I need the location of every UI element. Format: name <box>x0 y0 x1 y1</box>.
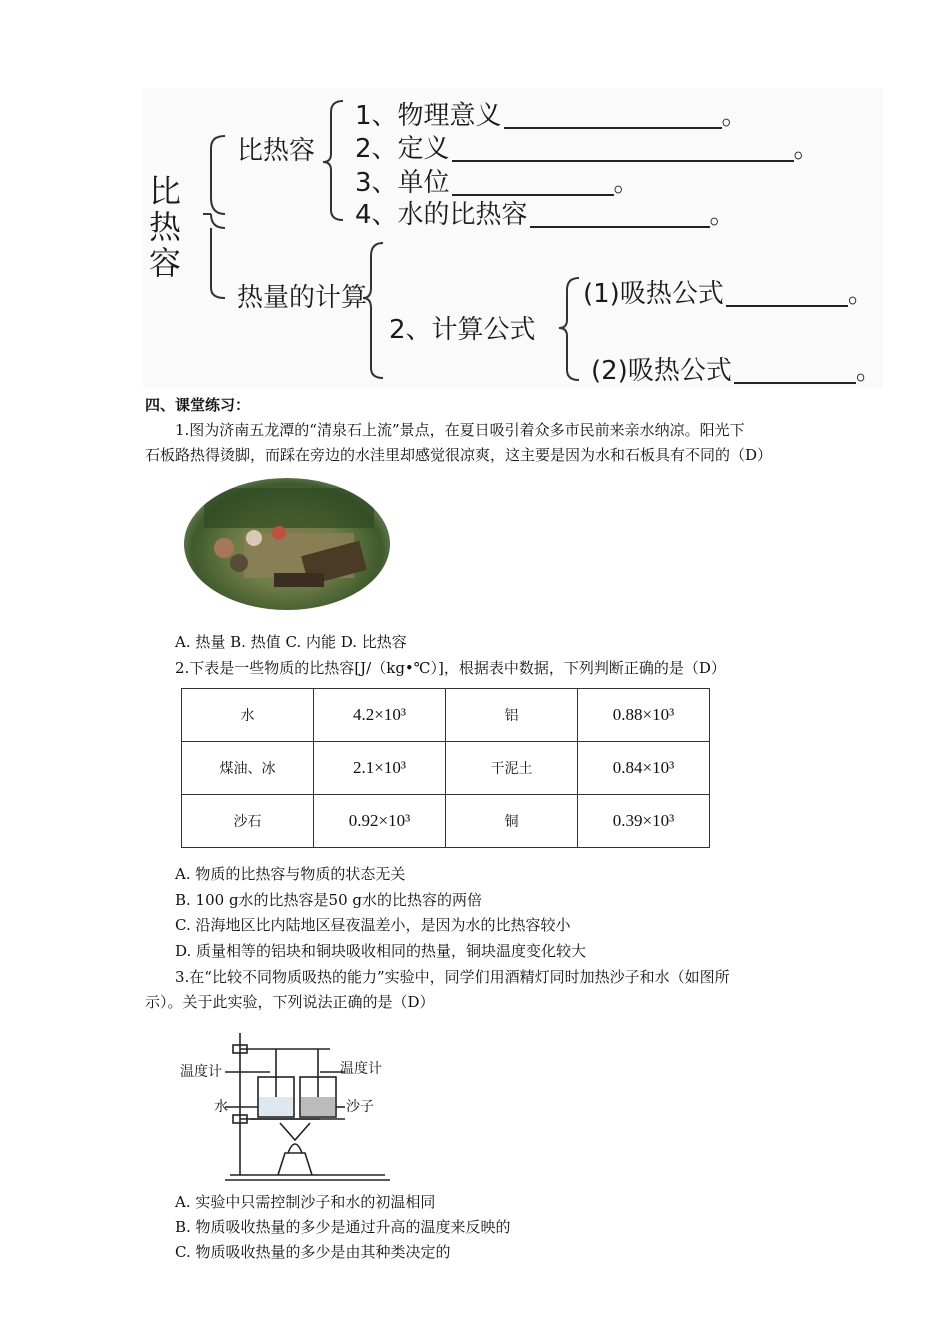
q3-stem-line1: 3.在“比较不同物质吸热的能力”实验中，同学们用酒精灯同时加热沙子和水（如图所 <box>175 968 730 986</box>
apparatus-drawing <box>170 1025 420 1185</box>
mindmap-formula: 2、计算公式 <box>389 315 536 345</box>
q2-option-a: A. 物质的比热容与物质的状态无关 <box>175 865 406 883</box>
mindmap-formula-1: (1)吸热公式 。 <box>583 279 874 309</box>
q1-photo <box>184 478 390 610</box>
table-cell: 2.1×10³ <box>314 742 446 795</box>
q2-stem: 2.下表是一些物质的比热容[J/（kg•℃）]，根据表中数据，下列判断正确的是（D） <box>175 659 726 677</box>
q3-apparatus-figure <box>170 1025 420 1185</box>
label-water: 水 <box>214 1099 228 1115</box>
q1-stem-line1: 1.图为济南五龙潭的“清泉石上流”景点，在夏日吸引着众多市民前来亲水纳凉。阳光下 <box>175 421 745 439</box>
q1-stem-line2: 石板路热得烫脚，而踩在旁边的水洼里却感觉很凉爽，这主要是因为水和石板具有不同的（D） <box>145 446 773 464</box>
mindmap-item-3: 3、单位 。 <box>355 168 640 198</box>
table-cell: 铜 <box>446 795 578 848</box>
table-cell: 0.88×10³ <box>578 689 710 742</box>
q3-option-c: C. 物质吸收热量的多少是由其种类决定的 <box>175 1243 451 1261</box>
mindmap-root: 比热容 <box>144 174 182 282</box>
q2-option-b: B. 100 g水的比热容是50 g水的比热容的两倍 <box>175 891 483 909</box>
table-cell: 0.39×10³ <box>578 795 710 848</box>
q2-option-c: C. 沿海地区比内陆地区昼夜温差小，是因为水的比热容较小 <box>175 916 571 934</box>
q3-stem-line2: 示）。关于此实验，下列说法正确的是（D） <box>145 993 435 1011</box>
table-cell: 沙石 <box>182 795 314 848</box>
specific-heat-table <box>181 688 710 848</box>
table-row <box>182 689 710 742</box>
label-thermometer-right: 温度计 <box>340 1061 382 1077</box>
table-cell: 水 <box>182 689 314 742</box>
mindmap-branch-specific-heat: 比热容 <box>237 136 316 166</box>
table-cell: 煤油、冰 <box>182 742 314 795</box>
q3-option-a: A. 实验中只需控制沙子和水的初温相同 <box>175 1193 436 1211</box>
table-cell: 0.92×10³ <box>314 795 446 848</box>
mindmap-branch-heat-calc: 热量的计算 <box>237 283 368 313</box>
mindmap-item-2: 2、定义 。 <box>355 134 820 164</box>
mindmap-item-1: 1、物理意义 。 <box>355 101 748 131</box>
mindmap-formula-2: (2)吸热公式 。 <box>591 356 882 386</box>
table-row <box>182 742 710 795</box>
blank-2 <box>452 138 794 162</box>
table-cell: 4.2×10³ <box>314 689 446 742</box>
mindmap-item-4: 4、水的比热容 。 <box>355 200 736 230</box>
table-cell: 0.84×10³ <box>578 742 710 795</box>
blank-1 <box>504 105 722 129</box>
q3-option-b: B. 物质吸收热量的多少是通过升高的温度来反映的 <box>175 1218 511 1236</box>
blank-6 <box>734 360 856 384</box>
table-cell: 干泥土 <box>446 742 578 795</box>
table-row <box>182 795 710 848</box>
blank-3 <box>452 172 614 196</box>
mindmap-figure <box>143 88 883 388</box>
q1-options: A. 热量 B. 热值 C. 内能 D. 比热容 <box>175 633 407 651</box>
blank-5 <box>726 283 848 307</box>
table-cell: 铝 <box>446 689 578 742</box>
section-title: 四、课堂练习： <box>145 396 251 414</box>
blank-4 <box>530 204 710 228</box>
q2-option-d: D. 质量相等的铝块和铜块吸收相同的热量，铜块温度变化较大 <box>175 942 587 960</box>
q1-photo-drawing <box>184 478 390 610</box>
label-thermometer-left: 温度计 <box>180 1064 222 1080</box>
label-sand: 沙子 <box>346 1099 374 1115</box>
